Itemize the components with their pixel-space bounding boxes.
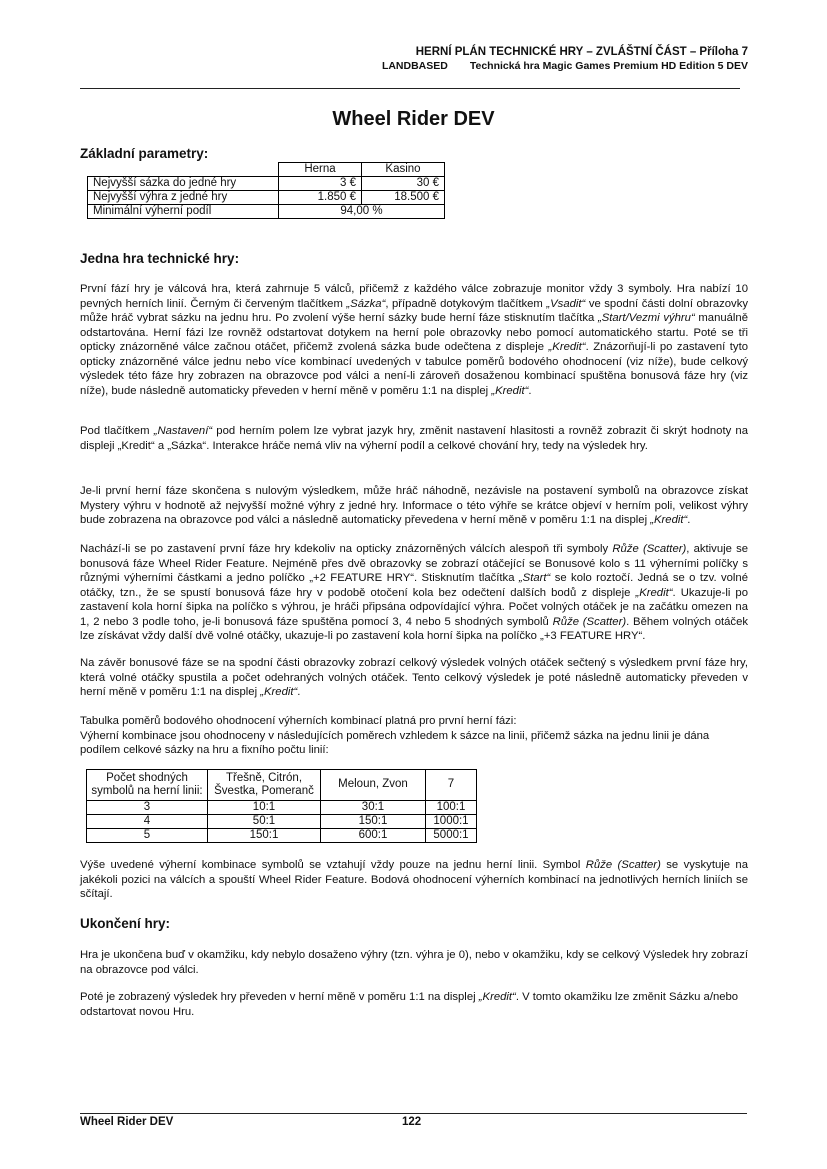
table-row [88,205,445,219]
column-header: Meloun, Zvon [321,770,426,801]
paragraph-settings: Pod tlačítkem „Nastavení“ pod herním polem lze vybrat jazyk hry, změnit nastavení hlasitosti a rovněž zobrazit či skrýt hodnoty na displeji „Kredit“ a „Sázka“. Interakce hráče nemá vliv na výherní podíl a celkové chování hry, tedy na výsledek hry. [80,425,748,452]
row-label: Minimální výherní podíl [88,205,279,219]
section-heading: Jedna hra technické hry: [80,251,240,266]
header-landbased: LANDBASED [381,60,448,72]
page-title: Wheel Rider DEV [332,108,495,130]
column-header: 7 [426,770,477,801]
paragraph-bonus-end: Na závěr bonusové fáze se na spodní části obrazovky zobrazí celkový výsledek volných otáček sečtený s výsledkem první fáze hry, která volné otáčky spustila a počet odehraných volných otáček. Tento celkový výsledek je poté následně automaticky převeden v herní měně v poměru 1:1 na displej „Kredit“. [80,657,748,698]
row-label: Nejvyšší sázka do jedné hry [88,177,279,191]
header-divider [80,88,740,89]
footer-divider [80,1113,747,1114]
cell-kasino: 18.500 € [362,191,445,205]
paragraph-mystery-win: Je-li první herní fáze skončena s nulovým výsledkem, může hráč náhodně, nezávisle na postavení symbolů na obrazovce získat Mystery výhru v hodnotě až nejvyšší možné výhry z jedné hry. Informace o této výhře se krátce objeví v herním poli, velikost výhry bude zobrazena na obrazovce pod válci a následně automaticky převedena v herní měně v poměru 1:1 na displej „Kredit“. [80,485,748,526]
paytable [86,769,477,843]
column-header: Třešně, Citrón, Švestka, Pomeranč [208,770,321,801]
table-row: 4 50:1 150:1 1000:1 [87,815,477,829]
cell-herna: 1.850 € [279,191,362,205]
paragraph-bonus-feature: Nachází-li se po zastavení první fáze hry kdekoliv na opticky znázorněných válcích alespoň tři symboly Růže (Scatter), aktivuje se bonusová fáze Wheel Rider Feature. Nejméně přes dvě obrazovky se zobrazí otáčející se Bonusové kolo s 11 výherními políčky s různými výherními částkami a jedno políčko „+2 FEATURE HRY“. Stisknutím tlačítka „Start“ se kolo roztočí. Jedná se o tzv. volné otáčky, tzn., že se spustí bonusová fáze hry v podobě otočení kola bez odečtení dalších bodů z displeje „Kredit“. Ukazuje-li po zastavení kola horní šipka na políčko s výhrou, je hráči připsána odpovídající výhra. Počet volných otáček je na začátku omezen na 1, 2 nebo 3 podle toho, je-li bonusová fáze spuštěna pomocí 3, 4 nebo 5 shodných symbolů Růže (Scatter). Během volných otáček lze získávat vždy další dvě volné otáčky, ukazuje-li po zastavení kola horní šipka na políčko „+3 FEATURE HRY“. [80,543,749,642]
section-heading: Ukončení hry: [80,916,171,931]
table-row: 3 10:1 30:1 100:1 [87,801,477,815]
column-header: Kasino [362,163,445,177]
header-game-name: Technická hra Magic Games Premium HD Edition 5 DEV [469,60,748,72]
cell-kasino: 30 € [362,177,445,191]
footer-document-name: Wheel Rider DEV [80,1116,174,1128]
cell-rtp: 94,00 % [279,205,445,219]
table-header-row [88,163,445,177]
basic-params-table [87,162,445,219]
paytable-header-row [87,770,477,801]
table-row [88,177,445,191]
header-subtitle [382,60,748,72]
paragraph-game-description: První fází hry je válcová hra, která zahrnuje 5 válců, přičemž z každého válce zobrazuje monitor vždy 3 symboly. Hra nabízí 10 pevných herních linií. Černým či červeným tlačítkem „Sázka“, případně dotykovým tlačítkem „Vsadit“ ve spodní části dolní obrazovky může hráč vybrat sázku na jednu hru. Po zvolení výše herní sázky bude herní fáze stisknutím tlačítka „Start/Vezmi výhru“ manuálně odstartována. Herní fázi lze rovněž odstartovat dotykem na herní pole obrazovky nebo pomocí automatického startu. Poté se tři opticky znázorněné válce začnou otáčet, přičemž zvolená sázka bude odečtena z displeje „Kredit“. Znázorňují-li po zastavení tyto opticky znázorněné válce jednu nebo více kombinací uvedených v tabulce poměrů bodového ohodnocení (viz níže), bude celkový výsledek této fáze hry zobrazen na obrazovce pod válci a není-li zároveň dosaženou kombinací spuštěna bonusová fáze hry (viz níže), bude následně automaticky převeden v herní měně v poměru 1:1 na displej „Kredit“. [80,283,748,397]
paragraph-combination-notes: Výše uvedené výherní kombinace symbolů se vztahují vždy pouze na jednu herní linii. Symbol Růže (Scatter) se vyskytuje na jakékoli pozici na válcích a spouští Wheel Rider Feature. Bodová ohodnocení výherních kombinací na jednotlivých herních liniích se sčítají. [80,859,748,900]
table-row [88,191,445,205]
cell-herna: 3 € [279,177,362,191]
basic-params-heading: Základní parametry: [80,146,209,161]
table-row: 5 150:1 600:1 5000:1 [87,829,477,843]
page-number: 122 [402,1116,422,1128]
paragraph-result-transfer: Poté je zobrazený výsledek hry převeden v herní měně v poměru 1:1 na displej „Kredit“. V tomto okamžiku lze změnit Sázku a/nebo odstartovat novou Hru. [80,991,739,1018]
column-header: Herna [279,163,362,177]
row-label: Nejvyšší výhra z jedné hry [88,191,279,205]
paragraph-game-end: Hra je ukončena buď v okamžiku, kdy nebylo dosaženo výhry (tzn. výhra je 0), nebo v okamžiku, kdy se celkový Výsledek hry zobrazí na obrazovce pod válci. [80,949,748,976]
column-header: Počet shodných symbolů na herní linii: [87,770,208,801]
paragraph-paytable-intro: Tabulka poměrů bodového ohodnocení výherních kombinací platná pro první herní fázi: Výherní kombinace jsou ohodnoceny v následujících poměrech vzhledem k sázce na linii, přičemž sázka na jednu linii je dána podílem celkové sázky na hru a fixního počtu linií: [80,715,710,756]
header-title: HERNÍ PLÁN TECHNICKÉ HRY – ZVLÁŠTNÍ ČÁST – Příloha 7 [415,46,748,58]
